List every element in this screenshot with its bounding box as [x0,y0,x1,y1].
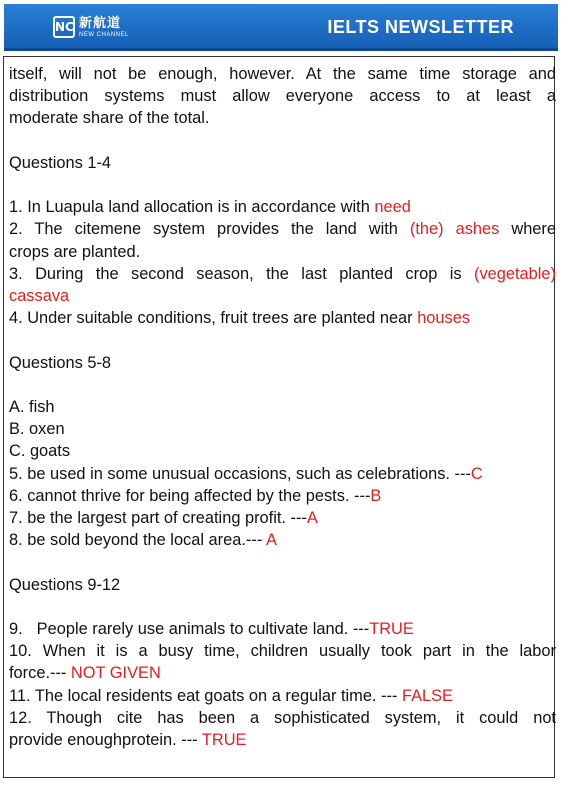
newsletter-title: IELTS NEWSLETTER [327,17,514,37]
option-c: C. goats [9,442,71,461]
intro-line: itself, will not be enough, however. At the same time storage and [9,65,556,83]
question-1: 1. In Luapula land allocation is in accordance with need [9,198,411,217]
option-b: B. oxen [9,420,65,439]
question-8: 8. be sold beyond the local area.--- A [9,531,277,550]
newsletter-header [4,4,558,51]
question-12: 12. Though cite has been a sophisticated system, it could not [9,708,556,727]
section-heading-q5-8: Questions 5-8 [9,353,112,372]
answer-5: C [470,464,483,483]
new-channel-logo [53,14,129,40]
intro-line: moderate share of the total. [9,109,210,128]
question-3: 3. During the second season, the last planted crop is (vegetable) [9,264,556,283]
question-11: 11. The local residents eat goats on a regular time. --- FALSE [9,686,453,705]
answer-11: FALSE [401,686,453,705]
question-4: 4. Under suitable conditions, fruit trees are planted near houses [9,309,471,328]
answer-8: A [265,531,277,550]
section-heading-q9-12: Questions 9-12 [9,575,121,594]
answer-3-cont: cassava [9,287,70,305]
question-10-cont: force.--- NOT GIVEN [9,664,161,683]
logo-chinese-name: 新航道 [79,15,122,31]
answer-key-content [9,63,556,751]
intro-line: distribution systems must allow everyone access to at least a [9,87,556,106]
option-a: A. fish [9,397,55,416]
question-2-cont: crops are planted. [9,242,141,261]
answer-7: A [306,509,318,527]
answer-4: houses [417,309,471,328]
question-9: 9. People rarely use animals to cultivate land. ---TRUE [9,619,414,638]
answer-1: need [374,198,411,217]
question-12-cont: provide enoughprotein. --- TRUE [9,731,247,749]
question-2: 2. The citemene system provides the land with (the) ashes where [9,220,557,239]
answer-3: (vegetable) [473,264,556,283]
logo-text [79,17,129,38]
logo-mark-icon: NC [53,16,75,38]
question-7: 7. be the largest part of creating profit. ---A [9,509,318,527]
answer-6: B [370,486,382,505]
logo-english-name: NEW CHANNEL [79,31,129,38]
question-6: 6. cannot thrive for being affected by the pests. ---B [9,486,382,505]
answer-10: NOT GIVEN [66,664,161,683]
question-10: 10. When it is a busy time, children usually took part in the labor [9,642,556,661]
answer-2: (the) ashes [409,220,500,239]
section-heading-q1-4: Questions 1-4 [9,153,112,172]
answer-12: TRUE [201,731,247,749]
question-5: 5. be used in some unusual occasions, such as celebrations. ---C [9,464,483,483]
answer-9: TRUE [369,619,414,638]
